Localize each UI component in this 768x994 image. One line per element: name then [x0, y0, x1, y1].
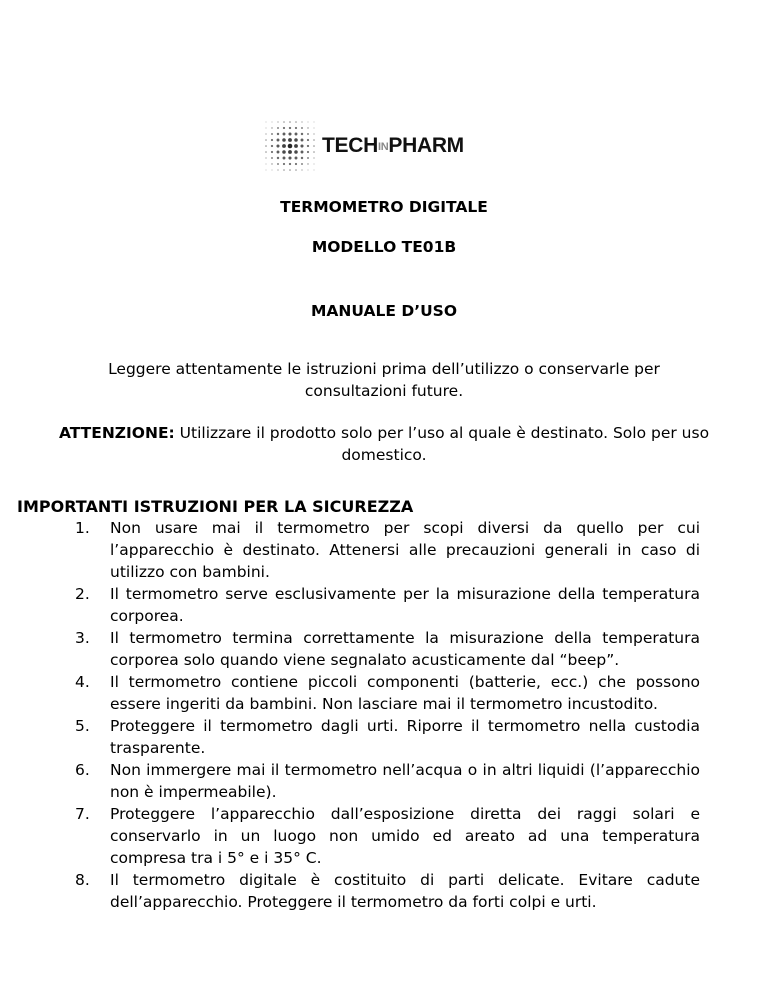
logo-text-tech: TECH [322, 134, 378, 157]
item-text: Non immergere mai il termometro nell’acqua o in altri liquidi (l’apparecchio non è impermeabile). [110, 761, 700, 801]
list-item [0, 583, 700, 627]
list-item [0, 627, 700, 671]
item-number: 1. [75, 519, 90, 537]
intro-paragraph [0, 358, 768, 402]
item-number: 6. [75, 761, 90, 779]
warning-label: ATTENZIONE: [58, 424, 175, 442]
item-number: 8. [75, 871, 90, 889]
safety-section-title: IMPORTANTI ISTRUZIONI PER LA SICUREZZA [17, 497, 414, 516]
logo-text-pharm: PHARM [388, 134, 464, 157]
item-text: Il termometro serve esclusivamente per la misurazione della temperatura corporea. [110, 585, 700, 625]
list-item [0, 759, 700, 803]
item-number: 2. [75, 585, 90, 603]
logo-wordmark [322, 134, 464, 158]
item-text: Proteggere l’apparecchio dall’esposizione diretta dei raggi solari e conservarlo in un luogo non umido ed areato ad una temperatura compresa tra i 5° e i 35° C. [110, 805, 700, 867]
item-number: 5. [75, 717, 90, 735]
list-item [0, 715, 700, 759]
document-title: TERMOMETRO DIGITALE [280, 198, 488, 216]
item-number: 3. [75, 629, 90, 647]
techinpharm-logo [262, 118, 492, 174]
item-text: Il termometro contiene piccoli componenti (batterie, ecc.) che possono essere ingeriti da bambini. Non lasciare mai il termometro incustodito. [110, 673, 700, 713]
warning-text: Utilizzare il prodotto solo per l’uso al quale è destinato. Solo per uso domestico. [174, 424, 710, 464]
dot-grid-logo-icon [262, 118, 318, 174]
logo-text-in: IN [377, 141, 389, 153]
item-text: Non usare mai il termometro per scopi diversi da quello per cui l’apparecchio è destinato. Attenersi alle precauzioni generali in caso di utilizzo con bambini. [110, 519, 700, 581]
item-number: 7. [75, 805, 90, 823]
item-text: Proteggere il termometro dagli urti. Riporre il termometro nella custodia trasparente. [110, 717, 700, 757]
list-item [0, 869, 700, 913]
list-item [0, 803, 700, 869]
intro-text: Leggere attentamente le istruzioni prima dell’utilizzo o conservarle per consultazioni future. [108, 360, 660, 400]
item-number: 4. [75, 673, 90, 691]
model-heading: MODELLO TE01B [311, 238, 457, 256]
item-text: Il termometro termina correttamente la misurazione della temperatura corporea solo quando viene segnalato acusticamente dal “beep”. [110, 629, 700, 669]
manual-heading: MANUALE D’USO [310, 302, 458, 320]
list-item [0, 517, 700, 583]
item-text: Il termometro digitale è costituito di parti delicate. Evitare cadute dell’apparecchio. Proteggere il termometro da forti colpi e urti. [110, 871, 700, 911]
list-item [0, 671, 700, 715]
safety-instructions-list [0, 517, 700, 913]
warning-paragraph [0, 422, 768, 466]
